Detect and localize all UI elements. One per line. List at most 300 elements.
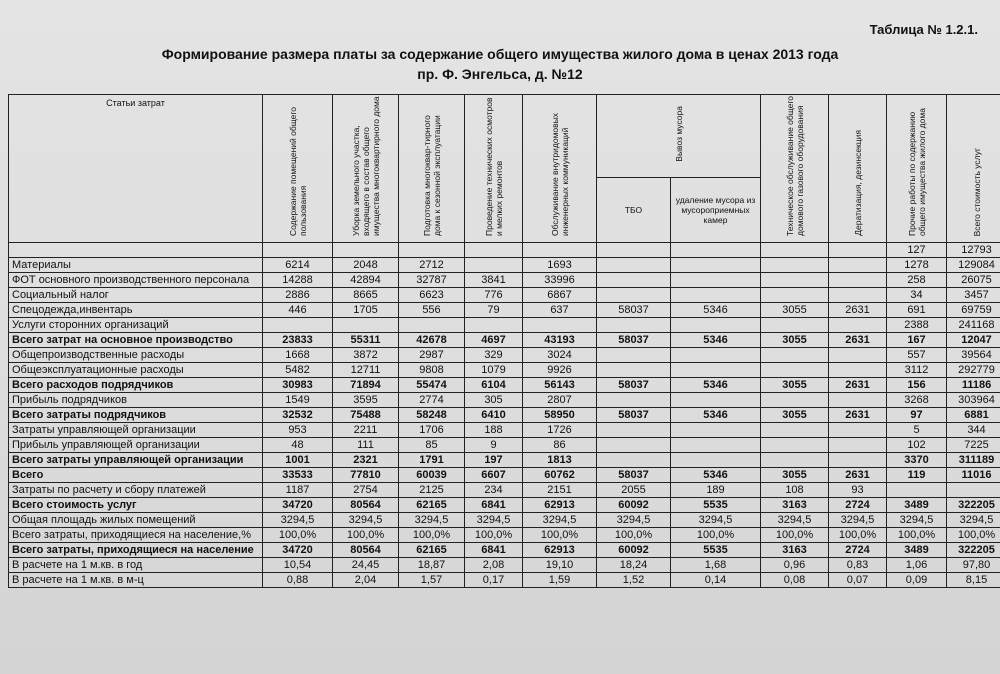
table-cell: 3294,5	[465, 513, 523, 528]
table-row	[9, 528, 1000, 543]
row-label: Всего затраты управляющей организации	[9, 453, 263, 468]
table-cell	[523, 318, 597, 333]
table-cell: 100,0%	[761, 528, 829, 543]
table-cell: 1,57	[399, 573, 465, 588]
table-cell: 7225	[947, 438, 1000, 453]
table-cell: 12047	[947, 333, 1000, 348]
table-cell: 0,96	[761, 558, 829, 573]
table-row	[9, 408, 1000, 423]
table-cell	[887, 483, 947, 498]
table-cell: 156	[887, 378, 947, 393]
table-row	[9, 288, 1000, 303]
table-cell: 2807	[523, 393, 597, 408]
table-cell: 32787	[399, 273, 465, 288]
table-cell	[829, 438, 887, 453]
table-cell: 3055	[761, 333, 829, 348]
table-cell: 1,59	[523, 573, 597, 588]
row-label: Спецодежда,инвентарь	[9, 303, 263, 318]
table-cell	[829, 318, 887, 333]
table-cell: 1,06	[887, 558, 947, 573]
table-cell: 9808	[399, 363, 465, 378]
table-cell: 953	[263, 423, 333, 438]
table-cell	[597, 423, 671, 438]
table-cell: 62165	[399, 543, 465, 558]
row-label: Материалы	[9, 258, 263, 273]
table-cell: 58037	[597, 408, 671, 423]
table-cell: 3294,5	[887, 513, 947, 528]
table-cell: 11186	[947, 378, 1000, 393]
table-cell: 1187	[263, 483, 333, 498]
table-cell: 100,0%	[887, 528, 947, 543]
row-label: Всего затрат на основное производство	[9, 333, 263, 348]
header-tbo: ТБО	[597, 178, 671, 243]
table-cell: 6410	[465, 408, 523, 423]
table-cell: 10,54	[263, 558, 333, 573]
table-cell: 3055	[761, 303, 829, 318]
table-cell: 100,0%	[465, 528, 523, 543]
table-cell: 3024	[523, 348, 597, 363]
table-cell: 80564	[333, 498, 399, 513]
table-cell: 2631	[829, 378, 887, 393]
row-label: Всего	[9, 468, 263, 483]
table-row	[9, 243, 1000, 258]
table-cell: 100,0%	[829, 528, 887, 543]
table-cell: 24,45	[333, 558, 399, 573]
table-cell: 58037	[597, 333, 671, 348]
row-label	[9, 243, 263, 258]
table-cell	[671, 318, 761, 333]
table-cell: 3294,5	[263, 513, 333, 528]
table-cell	[761, 273, 829, 288]
table-cell: 12793	[947, 243, 1000, 258]
table-cell: 100,0%	[263, 528, 333, 543]
table-cell: 34720	[263, 543, 333, 558]
table-cell: 23833	[263, 333, 333, 348]
table-cell	[671, 273, 761, 288]
table-header	[9, 95, 1000, 243]
table-row	[9, 273, 1000, 288]
table-cell	[829, 423, 887, 438]
table-cell: 311189	[947, 453, 1000, 468]
table-cell	[597, 393, 671, 408]
table-cell: 188	[465, 423, 523, 438]
table-cell: 0,07	[829, 573, 887, 588]
table-cell: 26075	[947, 273, 1000, 288]
table-cell: 344	[947, 423, 1000, 438]
table-cell	[597, 318, 671, 333]
table-cell: 691	[887, 303, 947, 318]
table-cell: 241168	[947, 318, 1000, 333]
table-cell: 2321	[333, 453, 399, 468]
table-cell	[829, 393, 887, 408]
table-cell: 108	[761, 483, 829, 498]
table-cell: 292779	[947, 363, 1000, 378]
table-cell	[947, 483, 1000, 498]
header-c2: Уборка земельного участка, входящего в состав общего имущества многоквартирного дома	[333, 95, 399, 243]
table-cell: 3268	[887, 393, 947, 408]
table-cell: 111	[333, 438, 399, 453]
table-cell: 197	[465, 453, 523, 468]
table-cell: 100,0%	[523, 528, 597, 543]
table-cell: 58037	[597, 468, 671, 483]
table-cell: 43193	[523, 333, 597, 348]
table-cell: 5535	[671, 498, 761, 513]
table-cell: 6607	[465, 468, 523, 483]
table-cell: 34	[887, 288, 947, 303]
header-c5: Обслуживание внутридомовых инженерных коммуникаций	[523, 95, 597, 243]
table-cell: 556	[399, 303, 465, 318]
table-body	[9, 243, 1000, 588]
table-cell: 2631	[829, 408, 887, 423]
table-cell: 0,09	[887, 573, 947, 588]
table-cell: 33996	[523, 273, 597, 288]
row-label: ФОТ основного производственного персонала	[9, 273, 263, 288]
table-cell: 97	[887, 408, 947, 423]
table-cell: 3055	[761, 378, 829, 393]
header-c8: Техническое обслуживание общего домового газового оборудования	[761, 95, 829, 243]
table-cell	[671, 423, 761, 438]
table-cell: 2987	[399, 348, 465, 363]
table-cell	[671, 393, 761, 408]
table-cell: 3294,5	[671, 513, 761, 528]
header-stati: Статьи затрат	[9, 95, 263, 243]
table-row	[9, 303, 1000, 318]
table-cell: 19,10	[523, 558, 597, 573]
table-cell: 5346	[671, 333, 761, 348]
table-cell: 637	[523, 303, 597, 318]
table-cell: 2,04	[333, 573, 399, 588]
table-cell: 58248	[399, 408, 465, 423]
table-cell: 6841	[465, 498, 523, 513]
table-cell	[761, 258, 829, 273]
table-cell: 6104	[465, 378, 523, 393]
row-label: Всего затраты подрядчиков	[9, 408, 263, 423]
table-cell: 557	[887, 348, 947, 363]
table-cell: 102	[887, 438, 947, 453]
table-cell: 75488	[333, 408, 399, 423]
table-cell	[263, 243, 333, 258]
table-cell: 322205	[947, 543, 1000, 558]
row-label: Прибыль подрядчиков	[9, 393, 263, 408]
table-row	[9, 453, 1000, 468]
table-cell: 79	[465, 303, 523, 318]
table-cell: 0,83	[829, 558, 887, 573]
table-cell: 3163	[761, 498, 829, 513]
table-cell	[671, 258, 761, 273]
table-cell: 97,80	[947, 558, 1000, 573]
table-row	[9, 363, 1000, 378]
table-cell: 62165	[399, 498, 465, 513]
table-cell	[597, 348, 671, 363]
table-cell: 5346	[671, 303, 761, 318]
table-cell: 32532	[263, 408, 333, 423]
table-cell: 48	[263, 438, 333, 453]
table-cell: 3841	[465, 273, 523, 288]
table-cell: 2,08	[465, 558, 523, 573]
table-cell: 6214	[263, 258, 333, 273]
table-cell	[597, 453, 671, 468]
table-cell: 71894	[333, 378, 399, 393]
table-cell: 6881	[947, 408, 1000, 423]
table-cell	[671, 288, 761, 303]
table-cell: 3294,5	[947, 513, 1000, 528]
table-cell: 1705	[333, 303, 399, 318]
table-row	[9, 468, 1000, 483]
table-cell: 93	[829, 483, 887, 498]
row-label: Затраты управляющей организации	[9, 423, 263, 438]
table-cell: 14288	[263, 273, 333, 288]
table-cell: 55474	[399, 378, 465, 393]
table-row	[9, 333, 1000, 348]
table-row	[9, 513, 1000, 528]
table-cell: 189	[671, 483, 761, 498]
table-cell	[829, 453, 887, 468]
row-label: Всего затраты, приходящиеся на население	[9, 543, 263, 558]
table-cell	[761, 453, 829, 468]
table-cell: 100,0%	[947, 528, 1000, 543]
table-cell	[399, 243, 465, 258]
table-cell: 60092	[597, 498, 671, 513]
table-cell: 2631	[829, 468, 887, 483]
table-cell	[761, 363, 829, 378]
table-cell	[761, 288, 829, 303]
table-cell	[597, 363, 671, 378]
table-row	[9, 543, 1000, 558]
table-cell	[523, 243, 597, 258]
table-cell	[761, 243, 829, 258]
table-cell: 2055	[597, 483, 671, 498]
table-cell: 5482	[263, 363, 333, 378]
table-cell: 303964	[947, 393, 1000, 408]
table-cell	[597, 288, 671, 303]
table-cell	[333, 243, 399, 258]
table-cell: 2712	[399, 258, 465, 273]
table-row	[9, 498, 1000, 513]
table-cell: 86	[523, 438, 597, 453]
table-cell	[829, 243, 887, 258]
table-cell: 119	[887, 468, 947, 483]
table-cell	[333, 318, 399, 333]
table-cell: 3489	[887, 543, 947, 558]
table-cell: 1668	[263, 348, 333, 363]
table-row	[9, 258, 1000, 273]
table-cell: 2774	[399, 393, 465, 408]
header-c11: Всего стоимость услуг	[947, 95, 1000, 243]
table-cell: 11016	[947, 468, 1000, 483]
table-cell	[829, 348, 887, 363]
table-cell: 3370	[887, 453, 947, 468]
table-cell	[597, 273, 671, 288]
table-cell: 2724	[829, 498, 887, 513]
table-cell: 60762	[523, 468, 597, 483]
table-cell: 0,88	[263, 573, 333, 588]
table-cell: 77810	[333, 468, 399, 483]
table-cell: 1706	[399, 423, 465, 438]
row-label: Общая площадь жилых помещений	[9, 513, 263, 528]
table-cell: 42678	[399, 333, 465, 348]
table-cell	[829, 258, 887, 273]
table-cell: 100,0%	[597, 528, 671, 543]
table-cell	[671, 243, 761, 258]
table-cell: 58950	[523, 408, 597, 423]
table-cell: 258	[887, 273, 947, 288]
table-cell: 3055	[761, 408, 829, 423]
row-label: Прибыль управляющей организации	[9, 438, 263, 453]
row-label: В расчете на 1 м.кв. в м-ц	[9, 573, 263, 588]
header-udalenie: удаление мусора из мусороприемных камер	[671, 178, 761, 243]
table-cell: 42894	[333, 273, 399, 288]
table-cell: 34720	[263, 498, 333, 513]
table-cell: 6623	[399, 288, 465, 303]
table-cell: 3055	[761, 468, 829, 483]
table-cell: 18,87	[399, 558, 465, 573]
table-cell	[597, 243, 671, 258]
table-cell: 3112	[887, 363, 947, 378]
row-label: Общеэксплуатационные расходы	[9, 363, 263, 378]
table-cell: 1,68	[671, 558, 761, 573]
table-cell	[671, 453, 761, 468]
table-cell: 58037	[597, 378, 671, 393]
table-cell: 60039	[399, 468, 465, 483]
document-subtitle: пр. Ф. Энгельса, д. №12	[417, 66, 583, 82]
table-cell: 39564	[947, 348, 1000, 363]
table-cell: 3872	[333, 348, 399, 363]
table-cell: 129084	[947, 258, 1000, 273]
table-cell: 55311	[333, 333, 399, 348]
header-c9: Дератизация, дезинсекция	[829, 95, 887, 243]
header-c10: Прочие работы по содержанию общего имущества жилого дома	[887, 95, 947, 243]
table-cell: 60092	[597, 543, 671, 558]
row-label: Всего затраты, приходящиеся на население,%	[9, 528, 263, 543]
table-cell	[597, 438, 671, 453]
table-cell: 80564	[333, 543, 399, 558]
table-cell: 69759	[947, 303, 1000, 318]
table-cell: 9	[465, 438, 523, 453]
table-cell	[671, 348, 761, 363]
table-cell: 56143	[523, 378, 597, 393]
table-cell: 1278	[887, 258, 947, 273]
table-cell: 5346	[671, 378, 761, 393]
table-cell: 100,0%	[333, 528, 399, 543]
table-cell: 3163	[761, 543, 829, 558]
table-cell: 3457	[947, 288, 1000, 303]
table-cell: 4697	[465, 333, 523, 348]
table-cell: 6867	[523, 288, 597, 303]
table-cell: 12711	[333, 363, 399, 378]
table-cell	[761, 438, 829, 453]
table-cell	[829, 288, 887, 303]
table-number: Таблица № 1.2.1.	[869, 22, 978, 37]
table-cell: 5346	[671, 468, 761, 483]
table-cell: 5346	[671, 408, 761, 423]
header-c4: Проведение технических осмотров и мелких ремонтов	[465, 95, 523, 243]
table-cell	[597, 258, 671, 273]
table-row	[9, 318, 1000, 333]
table-row	[9, 348, 1000, 363]
table-row	[9, 438, 1000, 453]
table-row	[9, 558, 1000, 573]
row-label: Услуги сторонних организаций	[9, 318, 263, 333]
table-cell: 6841	[465, 543, 523, 558]
table-cell: 2048	[333, 258, 399, 273]
header-c1: Содержание помещений общего пользования	[263, 95, 333, 243]
table-cell: 2724	[829, 543, 887, 558]
table-cell: 3294,5	[761, 513, 829, 528]
table-cell: 8665	[333, 288, 399, 303]
table-cell	[761, 423, 829, 438]
table-cell: 5	[887, 423, 947, 438]
table-cell	[829, 363, 887, 378]
table-cell: 3294,5	[523, 513, 597, 528]
table-cell	[761, 318, 829, 333]
table-cell: 2886	[263, 288, 333, 303]
table-cell: 100,0%	[671, 528, 761, 543]
table-cell: 1726	[523, 423, 597, 438]
table-cell	[465, 243, 523, 258]
table-cell: 58037	[597, 303, 671, 318]
table-cell: 1791	[399, 453, 465, 468]
table-cell: 3294,5	[399, 513, 465, 528]
table-cell: 100,0%	[399, 528, 465, 543]
table-cell: 30983	[263, 378, 333, 393]
header-vyvoz: Вывоз мусора	[597, 95, 761, 178]
table-cell: 2125	[399, 483, 465, 498]
table-cell: 1813	[523, 453, 597, 468]
table-cell: 2754	[333, 483, 399, 498]
table-cell: 2211	[333, 423, 399, 438]
table-cell: 62913	[523, 498, 597, 513]
row-label: В расчете на 1 м.кв. в год	[9, 558, 263, 573]
table-row	[9, 573, 1000, 588]
table-cell: 2151	[523, 483, 597, 498]
table-cell: 2388	[887, 318, 947, 333]
table-cell: 3294,5	[333, 513, 399, 528]
table-row	[9, 378, 1000, 393]
table-row	[9, 393, 1000, 408]
table-cell: 2631	[829, 303, 887, 318]
table-cell: 85	[399, 438, 465, 453]
table-cell: 234	[465, 483, 523, 498]
table-cell: 8,15	[947, 573, 1000, 588]
table-cell	[465, 258, 523, 273]
row-label: Всего расходов подрядчиков	[9, 378, 263, 393]
table-cell: 3489	[887, 498, 947, 513]
table-cell: 0,08	[761, 573, 829, 588]
table-cell: 0,17	[465, 573, 523, 588]
table-cell: 1001	[263, 453, 333, 468]
table-cell: 446	[263, 303, 333, 318]
table-cell: 9926	[523, 363, 597, 378]
document-title: Формирование размера платы за содержание общего имущества жилого дома в ценах 2013 года	[161, 46, 839, 62]
table-cell	[761, 348, 829, 363]
table-cell	[671, 363, 761, 378]
table-cell	[399, 318, 465, 333]
table-cell: 3595	[333, 393, 399, 408]
table-cell	[829, 273, 887, 288]
cost-table	[8, 94, 1000, 588]
table-row	[9, 423, 1000, 438]
table-cell	[761, 393, 829, 408]
table-cell: 1,52	[597, 573, 671, 588]
table-cell: 18,24	[597, 558, 671, 573]
table-cell: 2631	[829, 333, 887, 348]
table-cell: 5535	[671, 543, 761, 558]
table-cell: 3294,5	[829, 513, 887, 528]
table-row	[9, 483, 1000, 498]
table-cell: 33533	[263, 468, 333, 483]
table-cell: 329	[465, 348, 523, 363]
table-cell: 1549	[263, 393, 333, 408]
